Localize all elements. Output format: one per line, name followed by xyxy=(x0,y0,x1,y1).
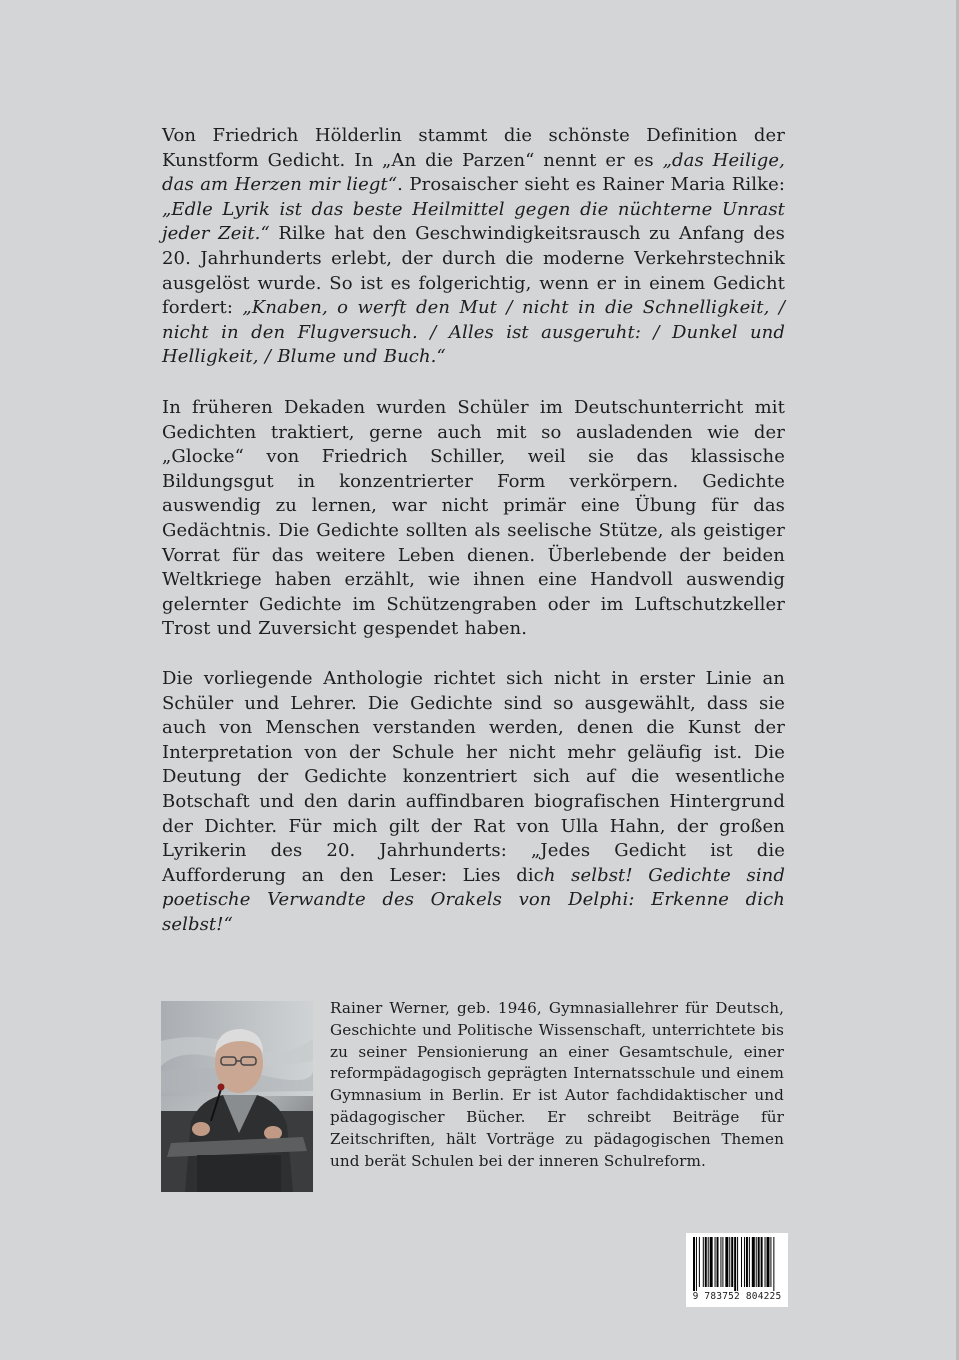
barcode-bar xyxy=(725,1237,728,1287)
paragraph-1-segment-2: „das Heilige, das am Herzen mir liegt“ xyxy=(162,149,786,196)
barcode-bar xyxy=(708,1237,709,1287)
barcode-bars xyxy=(686,1233,788,1293)
paragraph-1-segment-3: . Prosaischer sieht es Rainer Maria Rilke: xyxy=(397,174,785,196)
paragraph-2 xyxy=(162,396,785,642)
paragraph-3-segment-2: h selbst! Gedichte sind poetische Verwandte des Orakels von Delphi: Erkenne dich selbst!“ xyxy=(162,864,785,935)
paragraph-3 xyxy=(162,667,785,938)
paragraph-2-segment-1: In früheren Dekaden wurden Schüler im Deutschunterricht mit Gedichten traktiert, gerne auch mit so ausladenden wie der „Glocke“ von Friedrich Schiller, weil sie das klassische Bildungsgut in konzentrierter Form verkörpern. Gedichte auswendig zu lernen, war nicht primär eine Übung für das Gedächtnis. Die Gedichte sollten als seelische Stütze, als geistiger Vorrat für das weitere Leben dienen. Überlebende der beiden Weltkriege haben erzählt, wie ihnen eine Handvoll auswendig gelernter Gedichte im Schützengraben oder im Luftschutzkeller Trost und Zuversicht gespendet haben. xyxy=(162,397,785,640)
barcode-bar xyxy=(710,1237,713,1287)
barcode-bar xyxy=(773,1237,774,1291)
paragraph-1-segment-6: „Knaben, o werft den Mut / nicht in die Schnelligkeit, / nicht in den Flugversuch. / Alles ist ausgeruht: / Dunkel und Helligkeit, / Blume und Buch.“ xyxy=(162,297,785,368)
barcode-bar xyxy=(720,1237,721,1287)
isbn-barcode xyxy=(686,1233,788,1307)
barcode-bar xyxy=(758,1237,760,1287)
barcode-bar xyxy=(737,1237,738,1291)
barcode-bar xyxy=(770,1237,771,1287)
barcode-bar xyxy=(749,1237,750,1287)
isbn-number: 9 783752 804225 xyxy=(692,1291,782,1302)
barcode-bar xyxy=(765,1237,766,1287)
paragraph-1-segment-4: „Edle Lyrik ist das beste Heilmittel gegen die nüchterne Unrast jeder Zeit.“ xyxy=(162,198,785,245)
barcode-bar xyxy=(744,1237,745,1287)
barcode-bar xyxy=(703,1237,704,1287)
barcode-bar xyxy=(699,1237,700,1287)
paragraph-3-segment-1: Die vorliegende Anthologie richtet sich nicht in erster Linie an Schüler und Lehrer. Die Gedichte sind so ausgewählt, dass sie auch von Menschen verstanden werden, denen die Kunst der Interpretation von der Schule her nicht mehr geläufig ist. Die Deutung der Gedichte konzentriert sich auf die wesentliche Botschaft und den darin auffindbaren biografischen Hintergrund der Dichter. Für mich gilt der Rat von Ulla Hahn, der großen Lyrikerin des 20. Jahrhunderts: „Jedes Gedicht ist die Aufforderung an den Leser: Lies dic xyxy=(162,668,785,886)
paragraph-1-segment-5: Rilke hat den Geschwindigkeitsrausch zu Anfang des 20. Jahrhunderts erlebt, der durch die moderne Verkehrstechnik ausgelöst wurde. So ist es folgerichtig, wenn er in einem Gedicht fordert: xyxy=(162,223,785,319)
barcode-bar xyxy=(746,1237,748,1287)
barcode-bar xyxy=(741,1237,742,1287)
barcode-bar xyxy=(767,1237,770,1287)
barcode-bar xyxy=(731,1237,733,1287)
barcode-bar xyxy=(722,1237,723,1287)
barcode-bar xyxy=(734,1237,736,1291)
barcode-bar xyxy=(696,1237,697,1291)
barcode-bar xyxy=(756,1237,757,1287)
barcode-bar xyxy=(752,1237,755,1287)
barcode-bar xyxy=(717,1237,719,1287)
barcode-bar xyxy=(715,1237,716,1287)
barcode-bar xyxy=(729,1237,730,1287)
author-photo xyxy=(161,1001,313,1192)
barcode-bar xyxy=(761,1237,763,1287)
barcode-bar xyxy=(705,1237,707,1287)
author-bio: Rainer Werner, geb. 1946, Gymnasiallehrer für Deutsch, Geschichte und Politische Wissenschaft, unterrichtete bis zu seiner Pensionierung an einer Gesamtschule, einer reformpädagogisch geprägten Internatsschule und einem Gymnasium in Berlin. Er ist Autor fachdidaktischer und pädagogischer Bücher. Er schreibt Beiträge für Zeitschriften, hält Vorträge zu pädagogischen Themen und berät Schulen bei der inneren Schulreform. xyxy=(330,999,784,1170)
paragraph-1 xyxy=(162,124,785,370)
paragraph-1-segment-1: Von Friedrich Hölderlin stammt die schönste Definition der Kunstform Gedicht. In „An die Parzen“ nennt er es xyxy=(162,125,785,171)
barcode-bar xyxy=(693,1237,695,1291)
